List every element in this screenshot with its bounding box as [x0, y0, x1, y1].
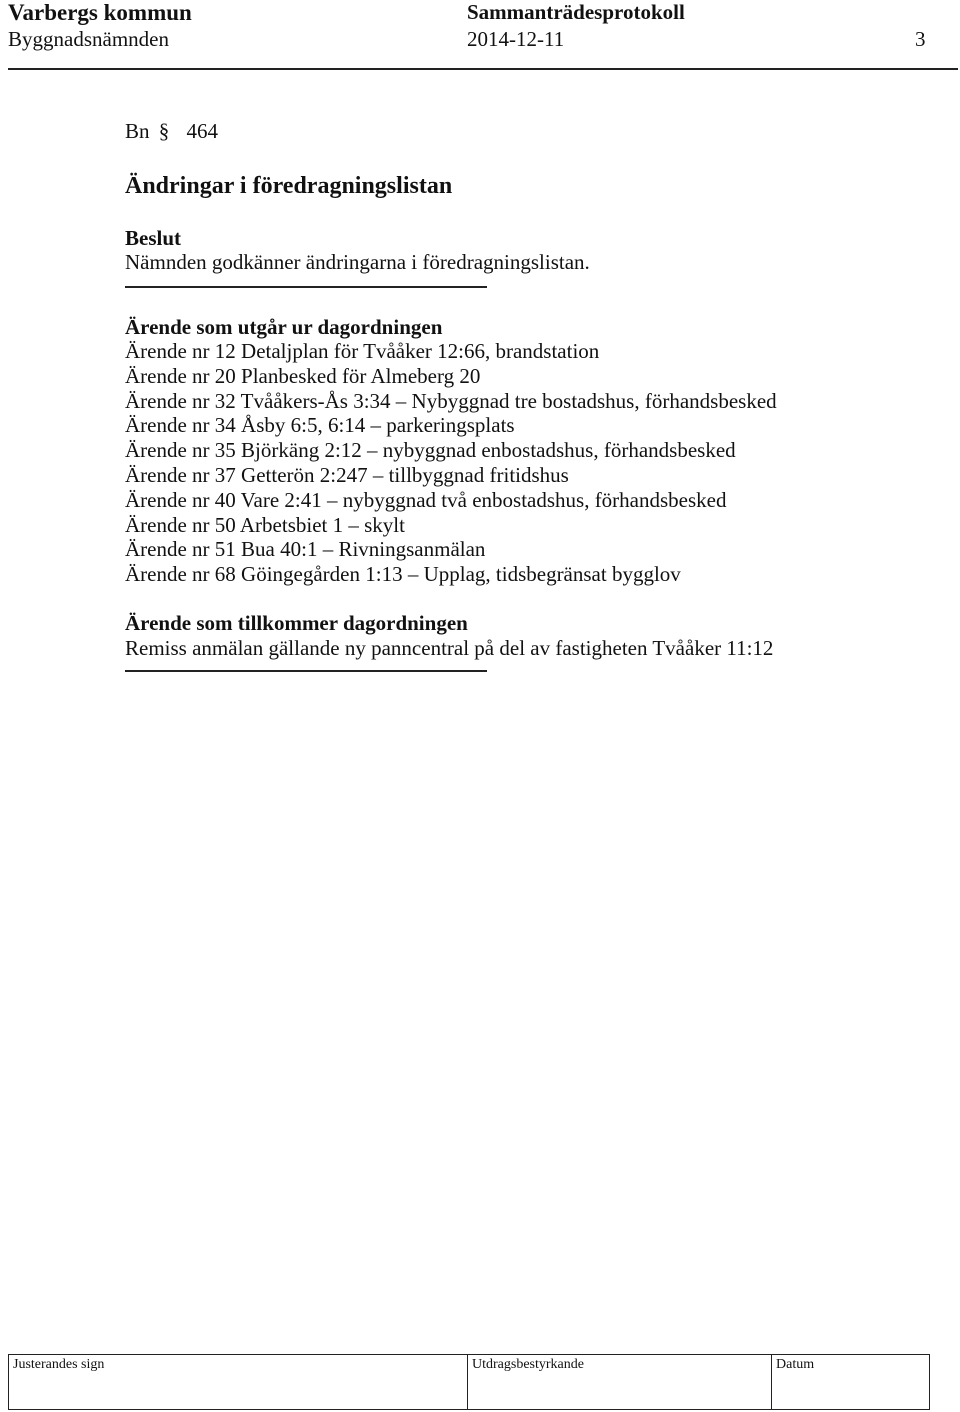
- list-item: Ärende nr 12 Detaljplan för Tvååker 12:66, brandstation: [125, 339, 600, 363]
- list-item: Ärende nr 37 Getterön 2:247 – tillbyggnad fritidshus: [125, 462, 569, 487]
- list-item: Ärende nr 68 Göingegården 1:13 – Upplag, tidsbegränsat bygglov: [125, 562, 681, 587]
- header-document-type: Sammanträdesprotokoll: [467, 0, 685, 24]
- decision-heading: Beslut: [125, 226, 182, 250]
- page-number: 3: [915, 27, 926, 51]
- header-organization: Varbergs kommun: [8, 0, 192, 25]
- header-department: Byggnadsnämnden: [8, 27, 169, 51]
- section-prefix: Bn: [125, 119, 150, 143]
- header-date: 2014-12-11: [467, 27, 565, 51]
- list-item: Ärende nr 20 Planbesked för Almeberg 20: [125, 363, 481, 388]
- removed-heading: Ärende som utgår ur dagordningen: [125, 315, 443, 339]
- list-item: Ärende nr 40 Vare 2:41 – nybyggnad två enbostadshus, förhandsbesked: [125, 487, 727, 512]
- list-item: Ärende nr 34 Åsby 6:5, 6:14 – parkeringsplats: [125, 413, 515, 438]
- page-title: Ändringar i föredragningslistan: [125, 173, 453, 199]
- certified-cell: Utdragsbestyrkande: [468, 1355, 772, 1410]
- list-item: Ärende nr 35 Björkäng 2:12 – nybyggnad enbostadshus, förhandsbesked: [125, 438, 736, 463]
- divider-bottom: [125, 670, 487, 672]
- added-item: Remiss anmälan gällande ny panncentral på del av fastigheten Tvååker 11:12: [125, 636, 774, 660]
- signers-cell: Justerandes sign: [9, 1355, 468, 1410]
- date-cell: Datum: [772, 1355, 930, 1410]
- section-symbol: §: [158, 119, 170, 143]
- section-reference: [125, 119, 218, 144]
- divider-top: [125, 286, 487, 288]
- removed-list: [125, 339, 777, 587]
- signature-footer: [8, 1354, 930, 1410]
- list-item: Ärende nr 51 Bua 40:1 – Rivningsanmälan: [125, 537, 486, 562]
- section-number: 464: [186, 119, 219, 143]
- list-item: Ärende nr 32 Tvååkers-Ås 3:34 – Nybyggnad tre bostadshus, förhandsbesked: [125, 388, 777, 413]
- decision-text: Nämnden godkänner ändringarna i föredragningslistan.: [125, 250, 590, 274]
- header-divider: [8, 68, 958, 70]
- list-item: Ärende nr 50 Arbetsbiet 1 – skylt: [125, 512, 405, 537]
- added-heading: Ärende som tillkommer dagordningen: [125, 611, 468, 635]
